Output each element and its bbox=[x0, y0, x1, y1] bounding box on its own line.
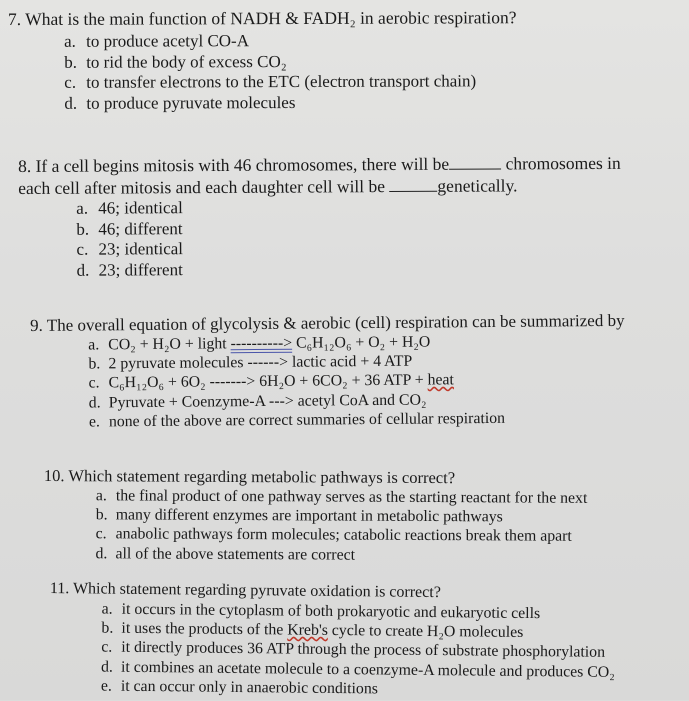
question-9-option-e[interactable]: e. none of the above are correct summaries of cellular respiration bbox=[88, 409, 506, 431]
spellcheck-word: Kreb's bbox=[287, 621, 328, 640]
blank-1[interactable] bbox=[449, 168, 501, 169]
question-9-stem: 9. The overall equation of glycolysis & aerobic (cell) respiration can be summarized by bbox=[30, 310, 625, 335]
question-11-option-c[interactable]: c. it directly produces 36 ATP through the process of substrate phosphorylation bbox=[101, 638, 606, 662]
question-9-option-a[interactable]: a. CO₂ + H₂O + light ----------> C₆H₁₂O₆ + O₂ + H₂O bbox=[88, 333, 431, 354]
question-11-option-a[interactable]: a. it occurs in the cytoplasm of both prokaryotic and eukaryotic cells bbox=[101, 600, 541, 623]
question-7-option-a[interactable]: a. to produce acetyl CO-A bbox=[64, 31, 250, 51]
question-11-option-b[interactable]: b. it uses the products of the Kreb's cycle to create H₂O molecules bbox=[101, 619, 524, 642]
question-8-option-b[interactable]: b. 46; different bbox=[76, 218, 183, 239]
question-9-option-b[interactable]: b. 2 pyruvate molecules ------> lactic acid + 4 ATP bbox=[88, 352, 413, 373]
question-10 bbox=[43, 465, 587, 566]
spellcheck-word: heat bbox=[427, 371, 454, 389]
question-10-stem: 10. Which statement regarding metabolic pathways is correct? bbox=[43, 466, 456, 488]
question-10-option-b[interactable]: b. many different enzymes are important in metabolic pathways bbox=[95, 506, 503, 526]
question-9-option-c[interactable]: c. C₆H₁₂O₆ + 6O₂ -------> 6H₂O + 6CO₂ + 36 ATP + heat bbox=[88, 371, 454, 392]
blank-2[interactable] bbox=[389, 191, 437, 192]
question-10-option-d[interactable]: d. all of the above statements are correct bbox=[95, 544, 356, 564]
question-7-option-b[interactable]: b. to rid the body of excess CO₂ bbox=[64, 51, 287, 72]
question-8 bbox=[18, 152, 621, 281]
question-8-option-d[interactable]: d. 23; different bbox=[76, 259, 183, 280]
question-9-option-d[interactable]: d. Pyruvate + Coenzyme-A ---> acetyl CoA and CO₂ bbox=[88, 391, 427, 412]
question-8-stem-line-1: 8. If a cell begins mitosis with 46 chromosomes, there will be chromosomes in bbox=[18, 152, 621, 176]
question-7-stem: 7. What is the main function of NADH & FADH₂ in aerobic respiration? bbox=[8, 7, 517, 29]
question-11-option-d[interactable]: d. it combines an acetate molecule to a coenzyme-A molecule and produces CO₂ bbox=[100, 658, 615, 681]
question-7-option-d[interactable]: d. to produce pyruvate molecules bbox=[64, 92, 296, 113]
question-7 bbox=[8, 6, 517, 114]
question-11-stem: 11. Which statement regarding pyruvate oxidation is correct? bbox=[49, 579, 441, 602]
question-8-option-a[interactable]: a. 46; identical bbox=[76, 198, 183, 218]
question-9 bbox=[30, 310, 625, 432]
question-10-option-a[interactable]: a. the final product of one pathway serves as the starting reactant for the next bbox=[95, 487, 588, 507]
question-7-option-c[interactable]: c. to transfer electrons to the ETC (electron transport chain) bbox=[64, 71, 477, 92]
annotated-arrow: ----------> bbox=[230, 334, 293, 353]
question-11 bbox=[49, 578, 616, 701]
question-10-option-c[interactable]: c. anabolic pathways form molecules; catabolic reactions break them apart bbox=[95, 525, 572, 546]
question-8-option-c[interactable]: c. 23; identical bbox=[76, 239, 184, 259]
question-11-option-e[interactable]: e. it can occur only in anaerobic conditions bbox=[100, 677, 379, 698]
question-8-stem-line-2: each cell after mitosis and each daughter cell will be genetically. bbox=[18, 175, 518, 198]
